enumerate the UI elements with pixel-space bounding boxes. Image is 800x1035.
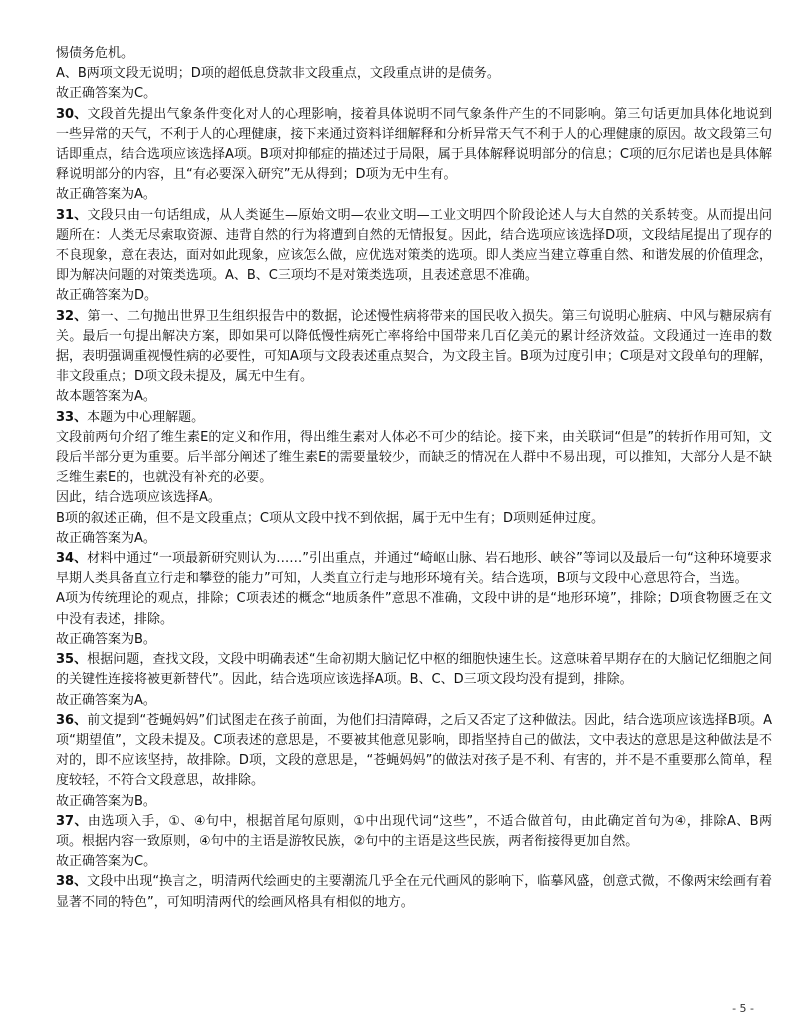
- question-33-options: B项的叙述正确，但不是文段重点；C项从文段中找不到依据，属于无中生有；D项则延伸过度。: [56, 510, 605, 526]
- question-33-conclusion: 因此，结合选项应该选择A。: [56, 490, 221, 506]
- intro-line-1: 惕债务危机。: [56, 46, 135, 61]
- question-number: 35、: [56, 652, 88, 668]
- question-text: 第一、二句抛出世界卫生组织报告中的数据，论述慢性病将带来的国民收入损失。第三句说明心脏病、中风与糖尿病有关。最后一句提出解决方案，即如果可以降低慢性病死亡率将给中国带来几百亿美元的累计经济效益。文段通过一连串的数据，表明强调重视慢性病的必要性，可知A项与文段表述重点契合，为文段主旨。B项为过度引申；C项是对文段单句的理解，非文段重点；D项文段未提及，属无中生有。: [56, 308, 772, 385]
- question-34: [56, 549, 772, 589]
- question-37: [56, 812, 772, 852]
- question-number: 36、: [56, 712, 88, 728]
- question-33: [56, 408, 772, 428]
- answer-32: 故本题答案为A。: [56, 389, 156, 405]
- question-32: [56, 307, 772, 388]
- question-number: 31、: [56, 207, 88, 223]
- question-36: [56, 711, 772, 792]
- answer-35: 故正确答案为A。: [56, 692, 156, 708]
- answer-34: 故正确答案为B。: [56, 631, 156, 647]
- question-number: 33、: [56, 409, 88, 425]
- intro-answer: 故正确答案为C。: [56, 86, 157, 102]
- question-text: 材料中通过“一项最新研究则认为……”引出重点，并通过“崎岖山脉、岩石地形、峡谷”等词以及最后一句“这种环境要求早期人类具备直立行走和攀登的能力”可知，人类直立行走与地形环境有关。结合选项，B项与文段中心意思符合，当选。: [56, 551, 772, 587]
- question-text: 文段只由一句话组成，从人类诞生—原始文明—农业文明—工业文明四个阶段论述人与大自然的关系转变。从而提出问题所在：人类无尽索取资源、违背自然的行为将遭到自然的无情报复。因此，结合选项应该选择D项，文段结尾提出了现存的不良现象，意在表达，面对如此现象，应该怎么做，应优选对策类的选项。即人类应当建立尊重自然、和谐发展的价值理念，即为解决问题的对策类选项。A、B、C三项均不是对策类选项，且表述意思不准确。: [56, 207, 772, 284]
- question-text: 文段中出现“换言之，明清两代绘画史的主要潮流几乎全在元代画风的影响下，临摹风盛，创意式微，不像两宋绘画有着显著不同的特色”，可知明清两代的绘画风格具有相似的地方。: [56, 874, 772, 910]
- question-number: 34、: [56, 551, 88, 567]
- question-35: [56, 650, 772, 690]
- question-30: [56, 105, 772, 186]
- question-31: [56, 206, 772, 287]
- question-number: 32、: [56, 308, 88, 324]
- question-text: 根据问题，查找文段，文段中明确表述“生命初期大脑记忆中枢的细胞快速生长。这意味着早期存在的大脑记忆细胞之间的关键性连接将被更新替代”。因此，结合选项应该选择A项。B、C、D三项文段均没有提到，排除。: [56, 652, 772, 688]
- question-text: 文段首先提出气象条件变化对人的心理影响，接着具体说明不同气象条件产生的不同影响。第三句话更加具体化地说到一些异常的天气，不利于人的心理健康，接下来通过资料详细解释和分析异常天气不利于人的心理健康的原因。故文段第三句话即重点，结合选项应该选择A项。B项对抑郁症的描述过于局限，属于具体解释说明部分的信息；C项的厄尔尼诺也是具体解释说明部分的内容，且“有必要深入研究”无从得到；D项为无中生有。: [56, 106, 772, 183]
- question-text: 由选项入手，①、④句中，根据首尾句原则，①中出现代词“这些”，不适合做首句，由此确定首句为④，排除A、B两项。根据内容一致原则，④句中的主语是游牧民族，②句中的主语是这些民族，两者衔接得更加自然。: [56, 813, 772, 849]
- answer-37: 故正确答案为C。: [56, 854, 157, 870]
- question-33-body: 文段前两句介绍了维生素E的定义和作用，得出维生素对人体必不可少的结论。接下来，由关联词“但是”的转折作用可知，文段后半部分更为重要。后半部分阐述了维生素E的需要量较少，而缺乏的情况在人群中不易出现，可以推知，大部分人是不缺乏维生素E的，也就没有补充的必要。: [56, 429, 772, 486]
- answer-30: 故正确答案为A。: [56, 187, 156, 203]
- document-body: [56, 44, 772, 913]
- question-text: 本题为中心理解题。: [87, 409, 205, 425]
- question-number: 38、: [56, 874, 88, 890]
- answer-31: 故正确答案为D。: [56, 288, 158, 304]
- intro-line-2: A、B两项文段无说明；D项的超低息贷款非文段重点，文段重点讲的是债务。: [56, 66, 500, 82]
- answer-33: 故正确答案为A。: [56, 530, 156, 546]
- question-number: 37、: [56, 813, 88, 829]
- page-number: - 5 -: [732, 1002, 754, 1015]
- question-number: 30、: [56, 106, 88, 122]
- answer-36: 故正确答案为B。: [56, 793, 156, 809]
- question-text: 前文提到“苍蝇妈妈”们试图走在孩子前面，为他们扫清障碍，之后又否定了这种做法。因此，结合选项应该选择B项。A项“期望值”，文段未提及。C项表述的意思是，不要被其他意见影响，即指坚持自己的做法，文中表达的意思是这种做法是不对的，即不应该坚持，故排除。D项，文段的意思是，“苍蝇妈妈”的做法对孩子是不利、有害的，并不是不重要那么简单，程度较轻，不符合文段意思，故排除。: [56, 712, 772, 789]
- question-34-options: A项为传统理论的观点，排除；C项表述的概念“地质条件”意思不准确，文段中讲的是“地形环境”，排除；D项食物匮乏在文中没有表述，排除。: [56, 591, 772, 627]
- question-38: [56, 872, 772, 912]
